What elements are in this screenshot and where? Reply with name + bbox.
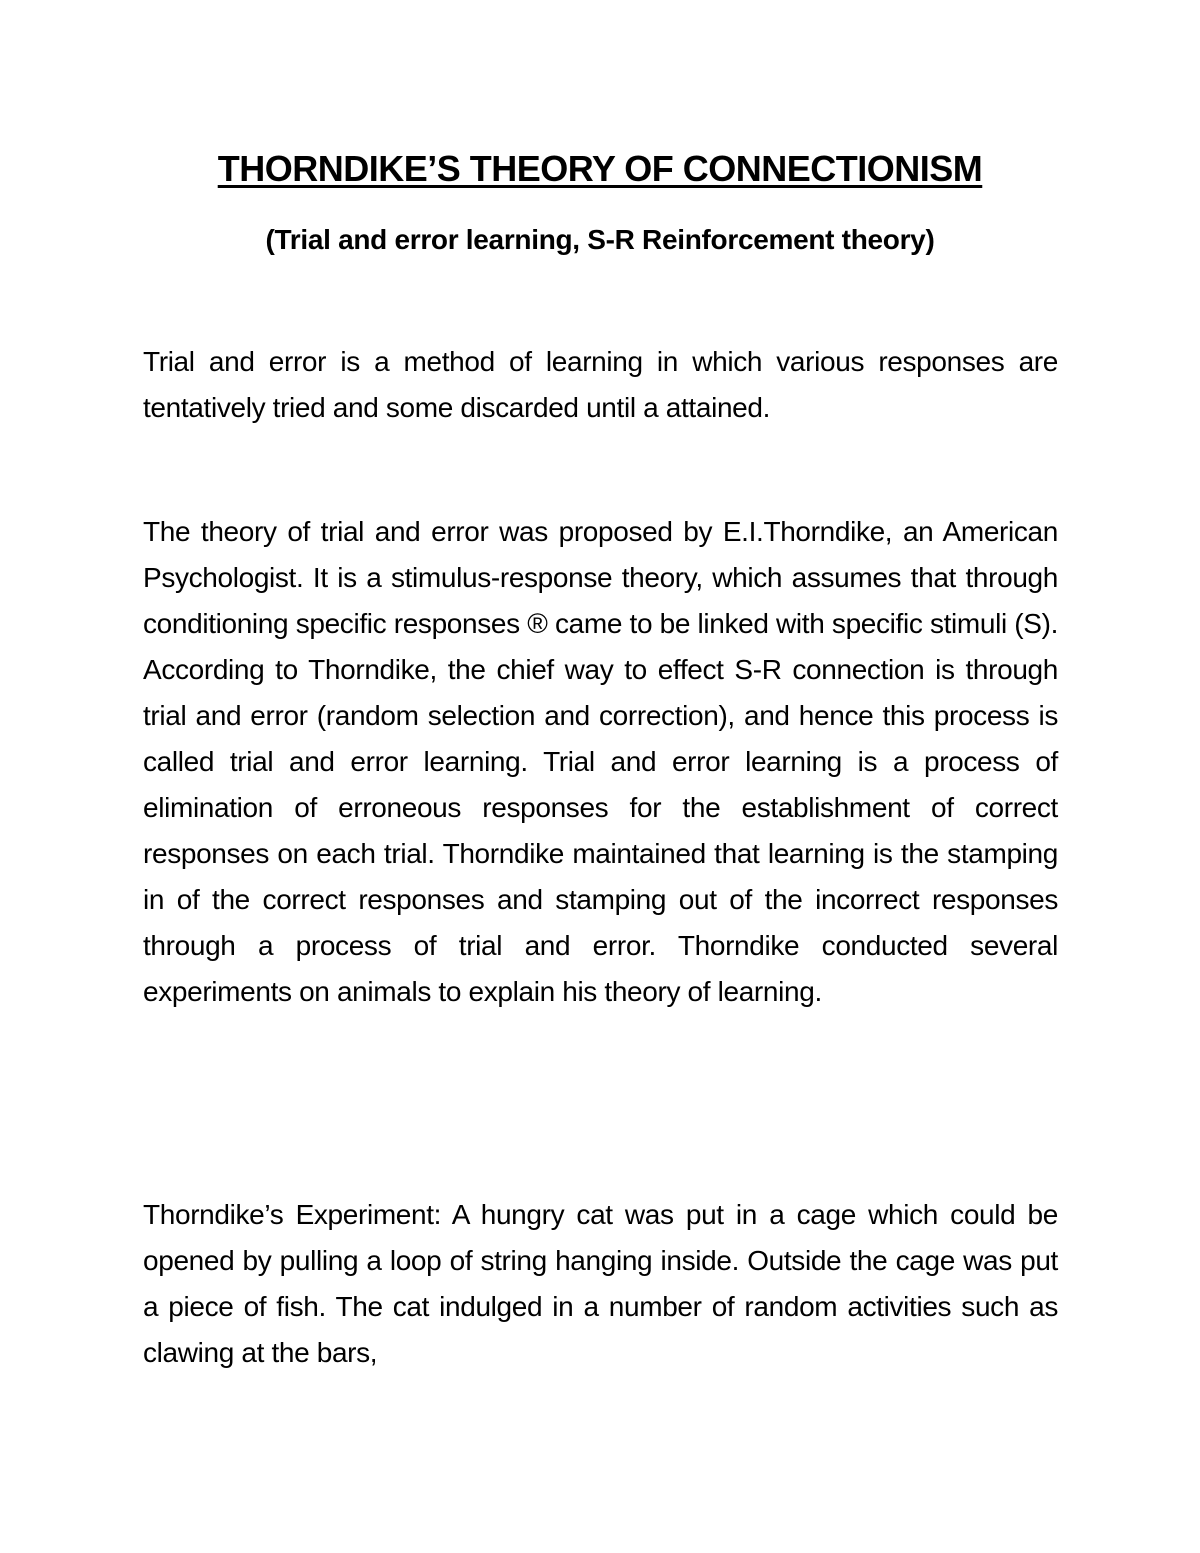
paragraph-theory: The theory of trial and error was proposed by E.I.Thorndike, an American Psychologist. It is a stimulus-response theory, which assumes that through conditioning specific responses ® came to be linked with specific stimuli (S). According to Thorndike, the chief way to effect S-R connection is through trial and error (random selection and correction), and hence this process is called trial and error learning. Trial and error learning is a process of elimination of erroneous responses for the establishment of correct responses on each trial. Thorndike maintained that learning is the stamping in of the correct responses and stamping out of the incorrect responses through a process of trial and error. Thorndike conducted several experiments on animals to explain his theory of learning. xyxy=(143,516,1058,1007)
page-title: THORNDIKE’S THEORY OF CONNECTIONISM xyxy=(217,148,983,189)
page-subtitle: (Trial and error learning, S-R Reinforcement theory) xyxy=(265,224,935,255)
paragraph-intro: Trial and error is a method of learning in which various responses are tentatively tried and some discarded until a attained. xyxy=(143,346,1058,423)
paragraph-experiment: Thorndike’s Experiment: A hungry cat was put in a cage which could be opened by pulling a loop of string hanging inside. Outside the cage was put a piece of fish. The cat indulged in a number of random activities such as clawing at the bars, xyxy=(143,1199,1058,1368)
